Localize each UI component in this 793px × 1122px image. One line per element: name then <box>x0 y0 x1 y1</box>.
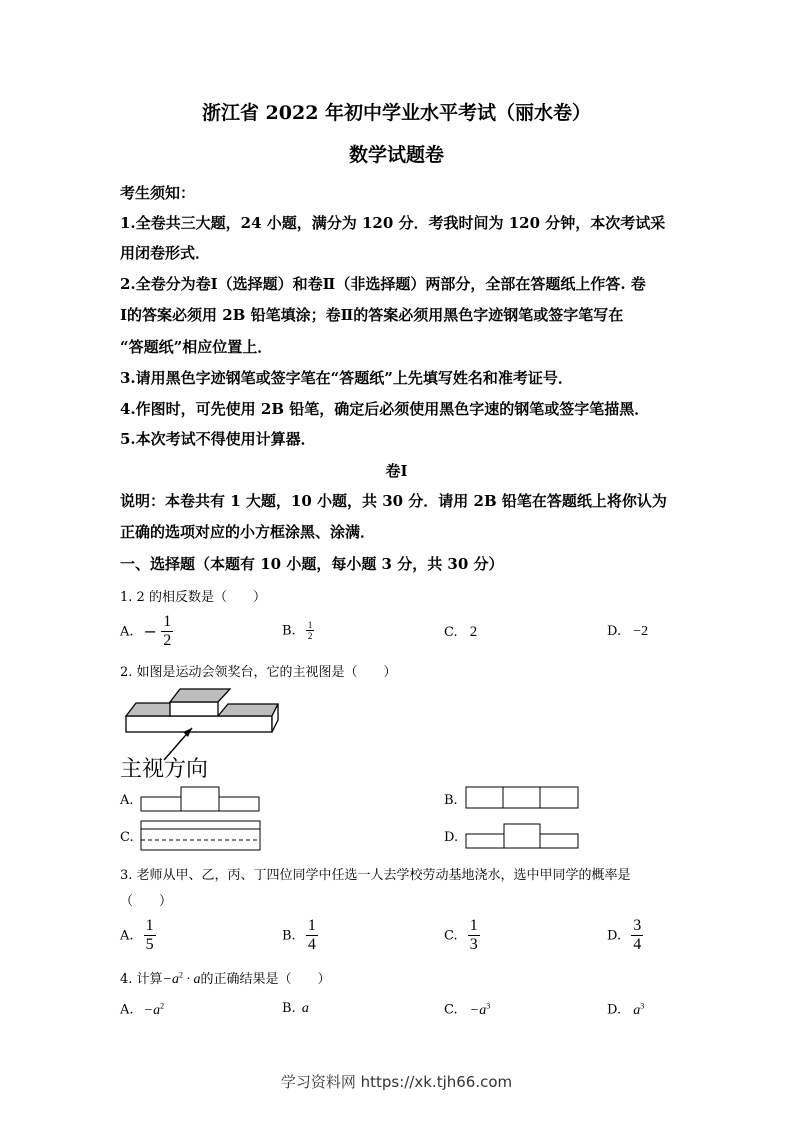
q2-option-c[interactable] <box>120 830 134 845</box>
option-value: $a^3$ <box>633 1001 645 1018</box>
option-value: $-a^2$ <box>143 1001 165 1018</box>
notice-line: 5.本次考试不得使用计算器． <box>120 430 316 448</box>
option-value: −2 <box>633 624 649 639</box>
option-label: A. <box>120 793 134 808</box>
denominator: 2 <box>307 631 313 642</box>
q3-option-a[interactable] <box>120 917 156 955</box>
stem-suffix: 的正确结果是（ ） <box>200 972 331 987</box>
q1-option-a[interactable] <box>120 613 173 651</box>
numerator: 3 <box>631 917 643 936</box>
fraction <box>468 917 480 955</box>
notice-line: 用闭卷形式． <box>120 244 211 262</box>
denominator: 5 <box>145 936 154 954</box>
q4-option-d[interactable] <box>607 1001 644 1019</box>
q3-option-b[interactable] <box>282 917 318 955</box>
option-label: B. <box>282 623 296 639</box>
notice-line: 2.全卷分为卷Ⅰ（选择题）和卷Ⅱ（非选择题）两部分，全部在答题纸上作答. 卷 <box>120 275 646 293</box>
page-title: 浙江省 2022 年初中学业水平考试（丽水卷） <box>201 102 592 124</box>
volume-note-line: 正确的选项对应的小方框涂黑、涂满． <box>120 523 376 541</box>
numerator: 1 <box>306 917 318 936</box>
option-label: B. <box>444 793 458 808</box>
q2-option-d-figure[interactable] <box>465 823 580 849</box>
option-label: A. <box>120 624 134 640</box>
volume-label: 卷Ⅰ <box>385 462 408 480</box>
fraction <box>144 917 156 955</box>
option-value: a <box>301 1001 309 1016</box>
fraction <box>161 613 173 651</box>
option-label: D. <box>444 830 459 845</box>
question-3-stem: 3. 老师从甲、乙，丙、丁四位同学中任选一人去学校劳动基地浇水，选中甲同学的概率是 <box>120 868 631 883</box>
q1-option-d[interactable] <box>607 624 648 640</box>
option-label: D. <box>607 1002 622 1018</box>
fraction <box>631 917 643 955</box>
q2-option-a-figure[interactable] <box>140 786 262 812</box>
question-2-stem: 2. 如图是运动会领奖台，它的主视图是（ ） <box>120 665 397 680</box>
numerator: 1 <box>307 620 313 630</box>
q3-option-c[interactable] <box>444 917 480 955</box>
option-label: D. <box>607 624 622 639</box>
notice-line: Ⅰ的答案必须用 2B 铅笔填涂；卷Ⅱ的答案必须用黑色字迹钢笔或签字笔写在 <box>120 306 624 324</box>
option-label: A. <box>120 1002 134 1018</box>
option-label: A. <box>120 928 134 944</box>
q2-option-b[interactable] <box>444 793 458 808</box>
numerator: 1 <box>161 613 173 632</box>
q2-option-b-figure[interactable] <box>465 786 580 810</box>
q1-option-b[interactable] <box>282 620 314 642</box>
denominator: 4 <box>307 936 316 954</box>
notice-heading: 考生须知： <box>120 184 196 202</box>
q2-option-d[interactable] <box>444 830 458 845</box>
minus-sign: − <box>143 622 158 642</box>
q4-option-c[interactable] <box>444 1001 490 1019</box>
q2-option-c-figure[interactable] <box>140 820 262 852</box>
option-label: C. <box>444 928 458 944</box>
stem-prefix: 4. 计算 <box>120 972 163 987</box>
figure-caption: 主视方向 <box>120 757 209 782</box>
numerator: 1 <box>468 917 480 936</box>
fraction <box>306 917 318 955</box>
math-expression: $-a^2 \cdot a$ <box>162 970 201 987</box>
q1-option-c[interactable] <box>444 624 477 641</box>
option-label: B. <box>282 928 296 944</box>
page-subtitle: 数学试题卷 <box>348 144 444 166</box>
notice-line: 4.作图时，可先使用 2B 铅笔，确定后必须使用黑色字速的钢笔或签字笔描黑． <box>120 400 650 418</box>
option-value: $-a^3$ <box>469 1001 491 1018</box>
footer-watermark: 学习资料网 https://xk.tjh66.com <box>280 1073 513 1091</box>
option-label: B. <box>282 1001 296 1016</box>
denominator: 4 <box>633 936 642 954</box>
denominator: 2 <box>163 632 172 650</box>
question-3-stem-cont: （ ） <box>120 894 173 909</box>
option-label: C. <box>444 1002 458 1018</box>
question-4-stem <box>120 968 331 988</box>
q4-option-a[interactable] <box>120 1001 164 1019</box>
notice-line: 3.请用黑色字迹钢笔或签字笔在“答题纸”上先填写姓名和准考证号． <box>120 369 573 387</box>
q4-option-b[interactable] <box>282 1001 309 1017</box>
numerator: 1 <box>144 917 156 936</box>
denominator: 3 <box>469 936 478 954</box>
fraction <box>306 620 315 642</box>
q2-option-a[interactable] <box>120 793 134 808</box>
notice-line: “答题纸”相应位置上． <box>120 338 273 356</box>
question-1-stem: 1. 2 的相反数是（ ） <box>120 590 266 605</box>
option-label: C. <box>444 625 458 640</box>
option-value: 2 <box>469 624 478 640</box>
notice-line: 1.全卷共三大题，24 小题，满分为 120 分．考我时间为 120 分钟，本次考试采 <box>120 214 666 232</box>
section-heading: 一、选择题（本题有 10 小题，每小题 3 分，共 30 分） <box>120 555 504 573</box>
q3-option-d[interactable] <box>607 917 643 955</box>
option-label: D. <box>607 928 622 944</box>
volume-note-line: 说明：本卷共有 1 大题，10 小题，共 30 分．请用 2B 铅笔在答题纸上将你认为 <box>120 492 667 510</box>
option-label: C. <box>120 830 134 845</box>
